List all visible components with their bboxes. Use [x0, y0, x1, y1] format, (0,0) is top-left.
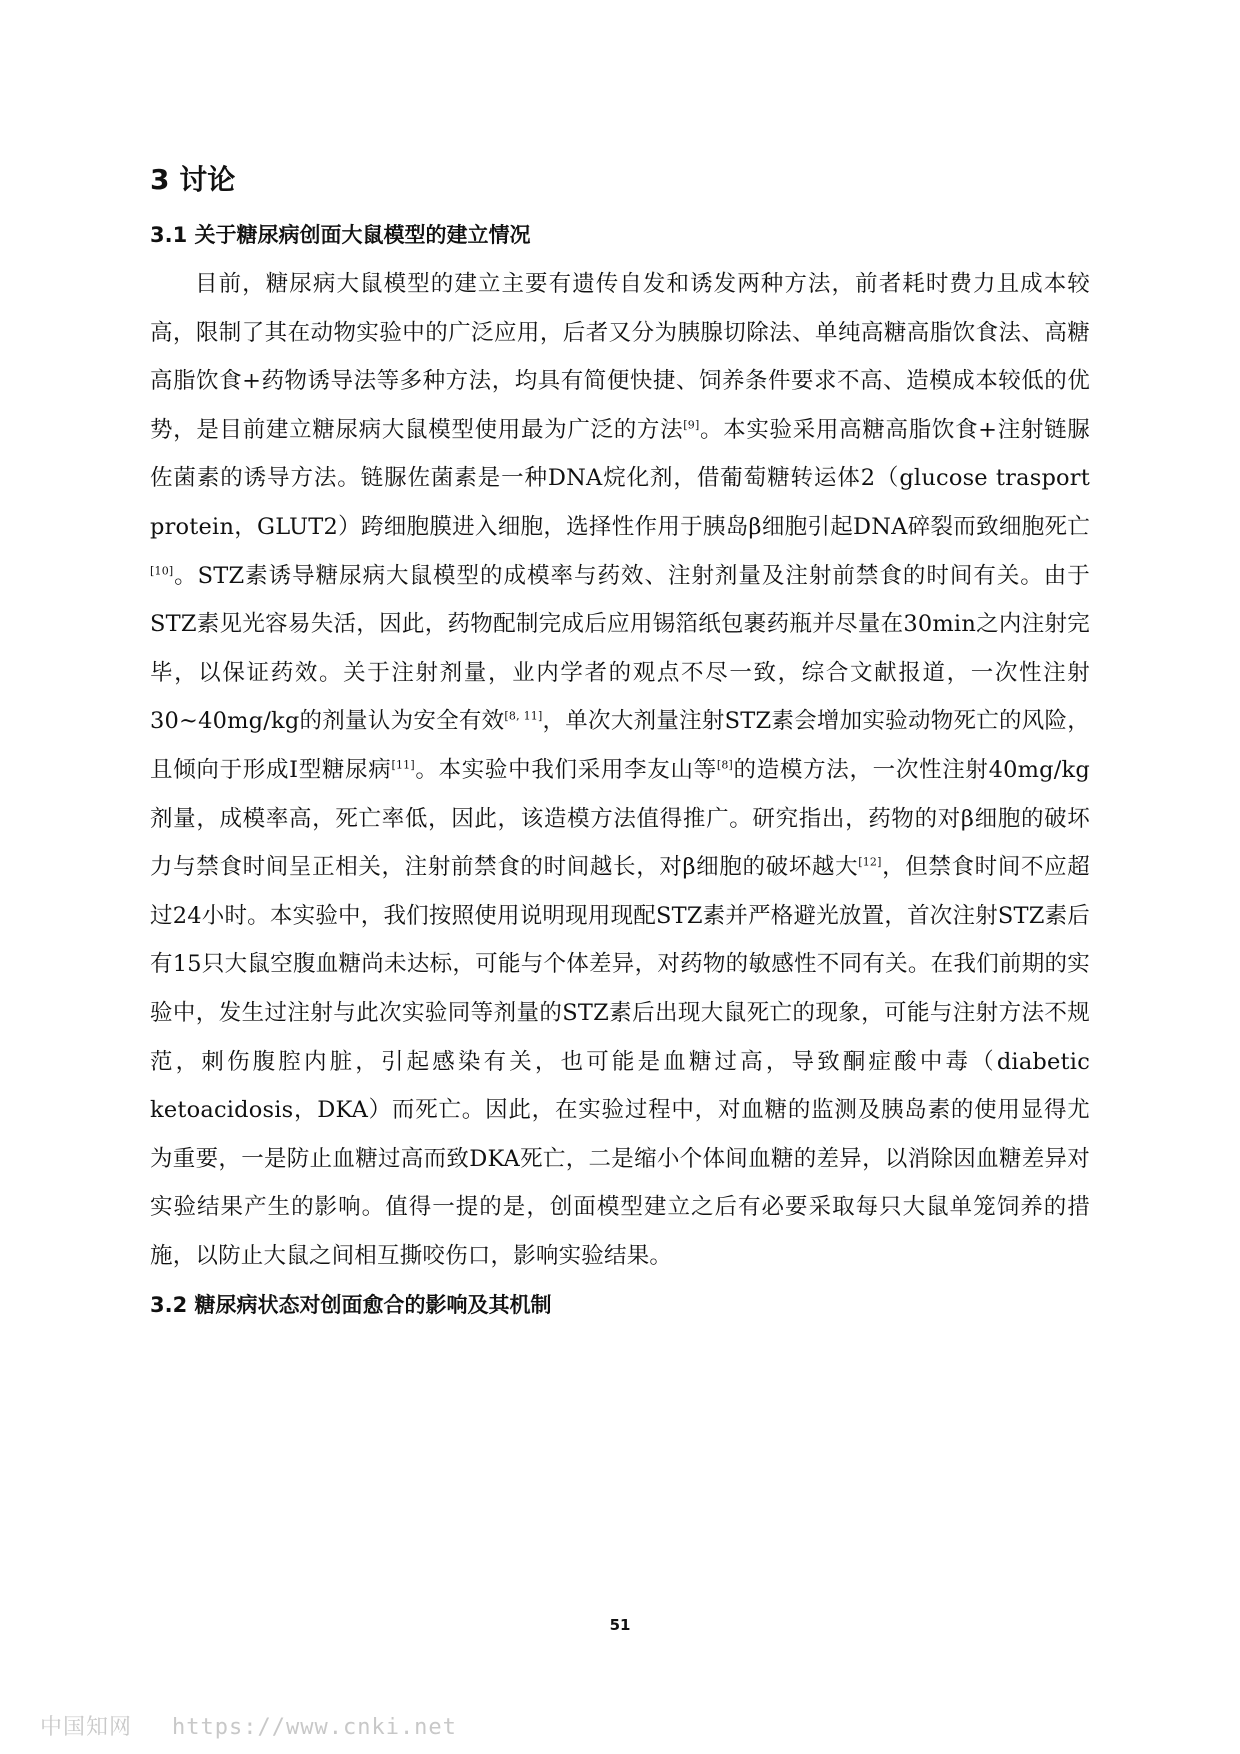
watermark-logo-text: 中国知网 [40, 1715, 133, 1740]
paragraph-text: ，单次大剂量注射STZ素会增加实验动物死亡的风险，且倾向于形成I型糖尿病 [150, 708, 1090, 783]
citation: [10] [150, 564, 174, 578]
section-heading: 3 讨论 [150, 163, 236, 196]
paragraph-text: 。本实验中我们采用李友山等 [414, 756, 717, 783]
page-content [150, 160, 1090, 1330]
citation: [9] [683, 418, 700, 432]
citation: [12] [858, 855, 882, 869]
page-number: 51 [609, 1616, 631, 1634]
cnki-watermark [40, 1710, 457, 1741]
paragraph-text: 的造模方法，一次性注射40mg/kg剂量，成模率高，死亡率低，因此，该造模方法值得推广。研究指出，药物的对β细胞的破坏力与禁食时间呈正相关，注射前禁食的时间越长，对β细胞的破坏越大 [150, 756, 1090, 881]
paragraph-text: ，但禁食时间不应超过24小时。本实验中，我们按照使用说明现用现配STZ素并严格避光放置，首次注射STZ素后有15只大鼠空腹血糖尚未达标，可能与个体差异，对药物的敏感性不同有关。在我们前期的实验中，发生过注射与此次实验同等剂量的STZ素后出现大鼠死亡的现象，可能与注射方法不规范，刺伤腹腔内脏，引起感染有关，也可能是血糖过高，导致酮症酸中毒（diabetic ketoacidosis，DKA）而死亡。因此，在实验过程中，对血糖的监测及胰岛素的使用显得尤为重要，一是防止血糖过高而致DKA死亡，二是缩小个体间血糖的差异，以消除因血糖差异对实验结果产生的影响。值得一提的是，创面模型建立之后有必要采取每只大鼠单笼饲养的措施，以防止大鼠之间相互撕咬伤口，影响实验结果。 [150, 854, 1090, 1269]
watermark-url: https://www.cnki.net [172, 1715, 457, 1740]
citation: [11] [391, 758, 415, 772]
paragraph-text: 。STZ素诱导糖尿病大鼠模型的成模率与药效、注射剂量及注射前禁食的时间有关。由于STZ素见光容易失活，因此，药物配制完成后应用锡箔纸包裹药瓶并尽量在30min之内注射完毕，以保证药效。关于注射剂量，业内学者的观点不尽一致，综合文献报道，一次性注射30~40mg/kg的剂量认为安全有效 [150, 562, 1090, 735]
subsection-heading-3-1: 3.1 关于糖尿病创面大鼠模型的建立情况 [150, 223, 531, 247]
paragraph-text: 目前，糖尿病大鼠模型的建立主要有遗传自发和诱发两种方法，前者耗时费力且成本较高，限制了其在动物实验中的广泛应用，后者又分为胰腺切除法、单纯高糖高脂饮食法、高糖高脂饮食+药物诱导法等多种方法，均具有简便快捷、饲养条件要求不高、造模成本较低的优势，是目前建立糖尿病大鼠模型使用最为广泛的方法 [150, 271, 1090, 443]
paragraph-text: 。本实验采用高糖高脂饮食+注射链脲佐菌素的诱导方法。链脲佐菌素是一种DNA烷化剂，借葡萄糖转运体2（glucose trasport protein，GLUT2）跨细胞膜进入细胞，选择性作用于胰岛β细胞引起DNA碎裂而致细胞死亡 [150, 416, 1090, 540]
body-paragraph [150, 260, 1090, 1280]
subsection-heading-3-2: 3.2 糖尿病状态对创面愈合的影响及其机制 [150, 1293, 552, 1318]
citation: [8, 11] [504, 709, 543, 723]
citation: [8] [716, 758, 734, 772]
